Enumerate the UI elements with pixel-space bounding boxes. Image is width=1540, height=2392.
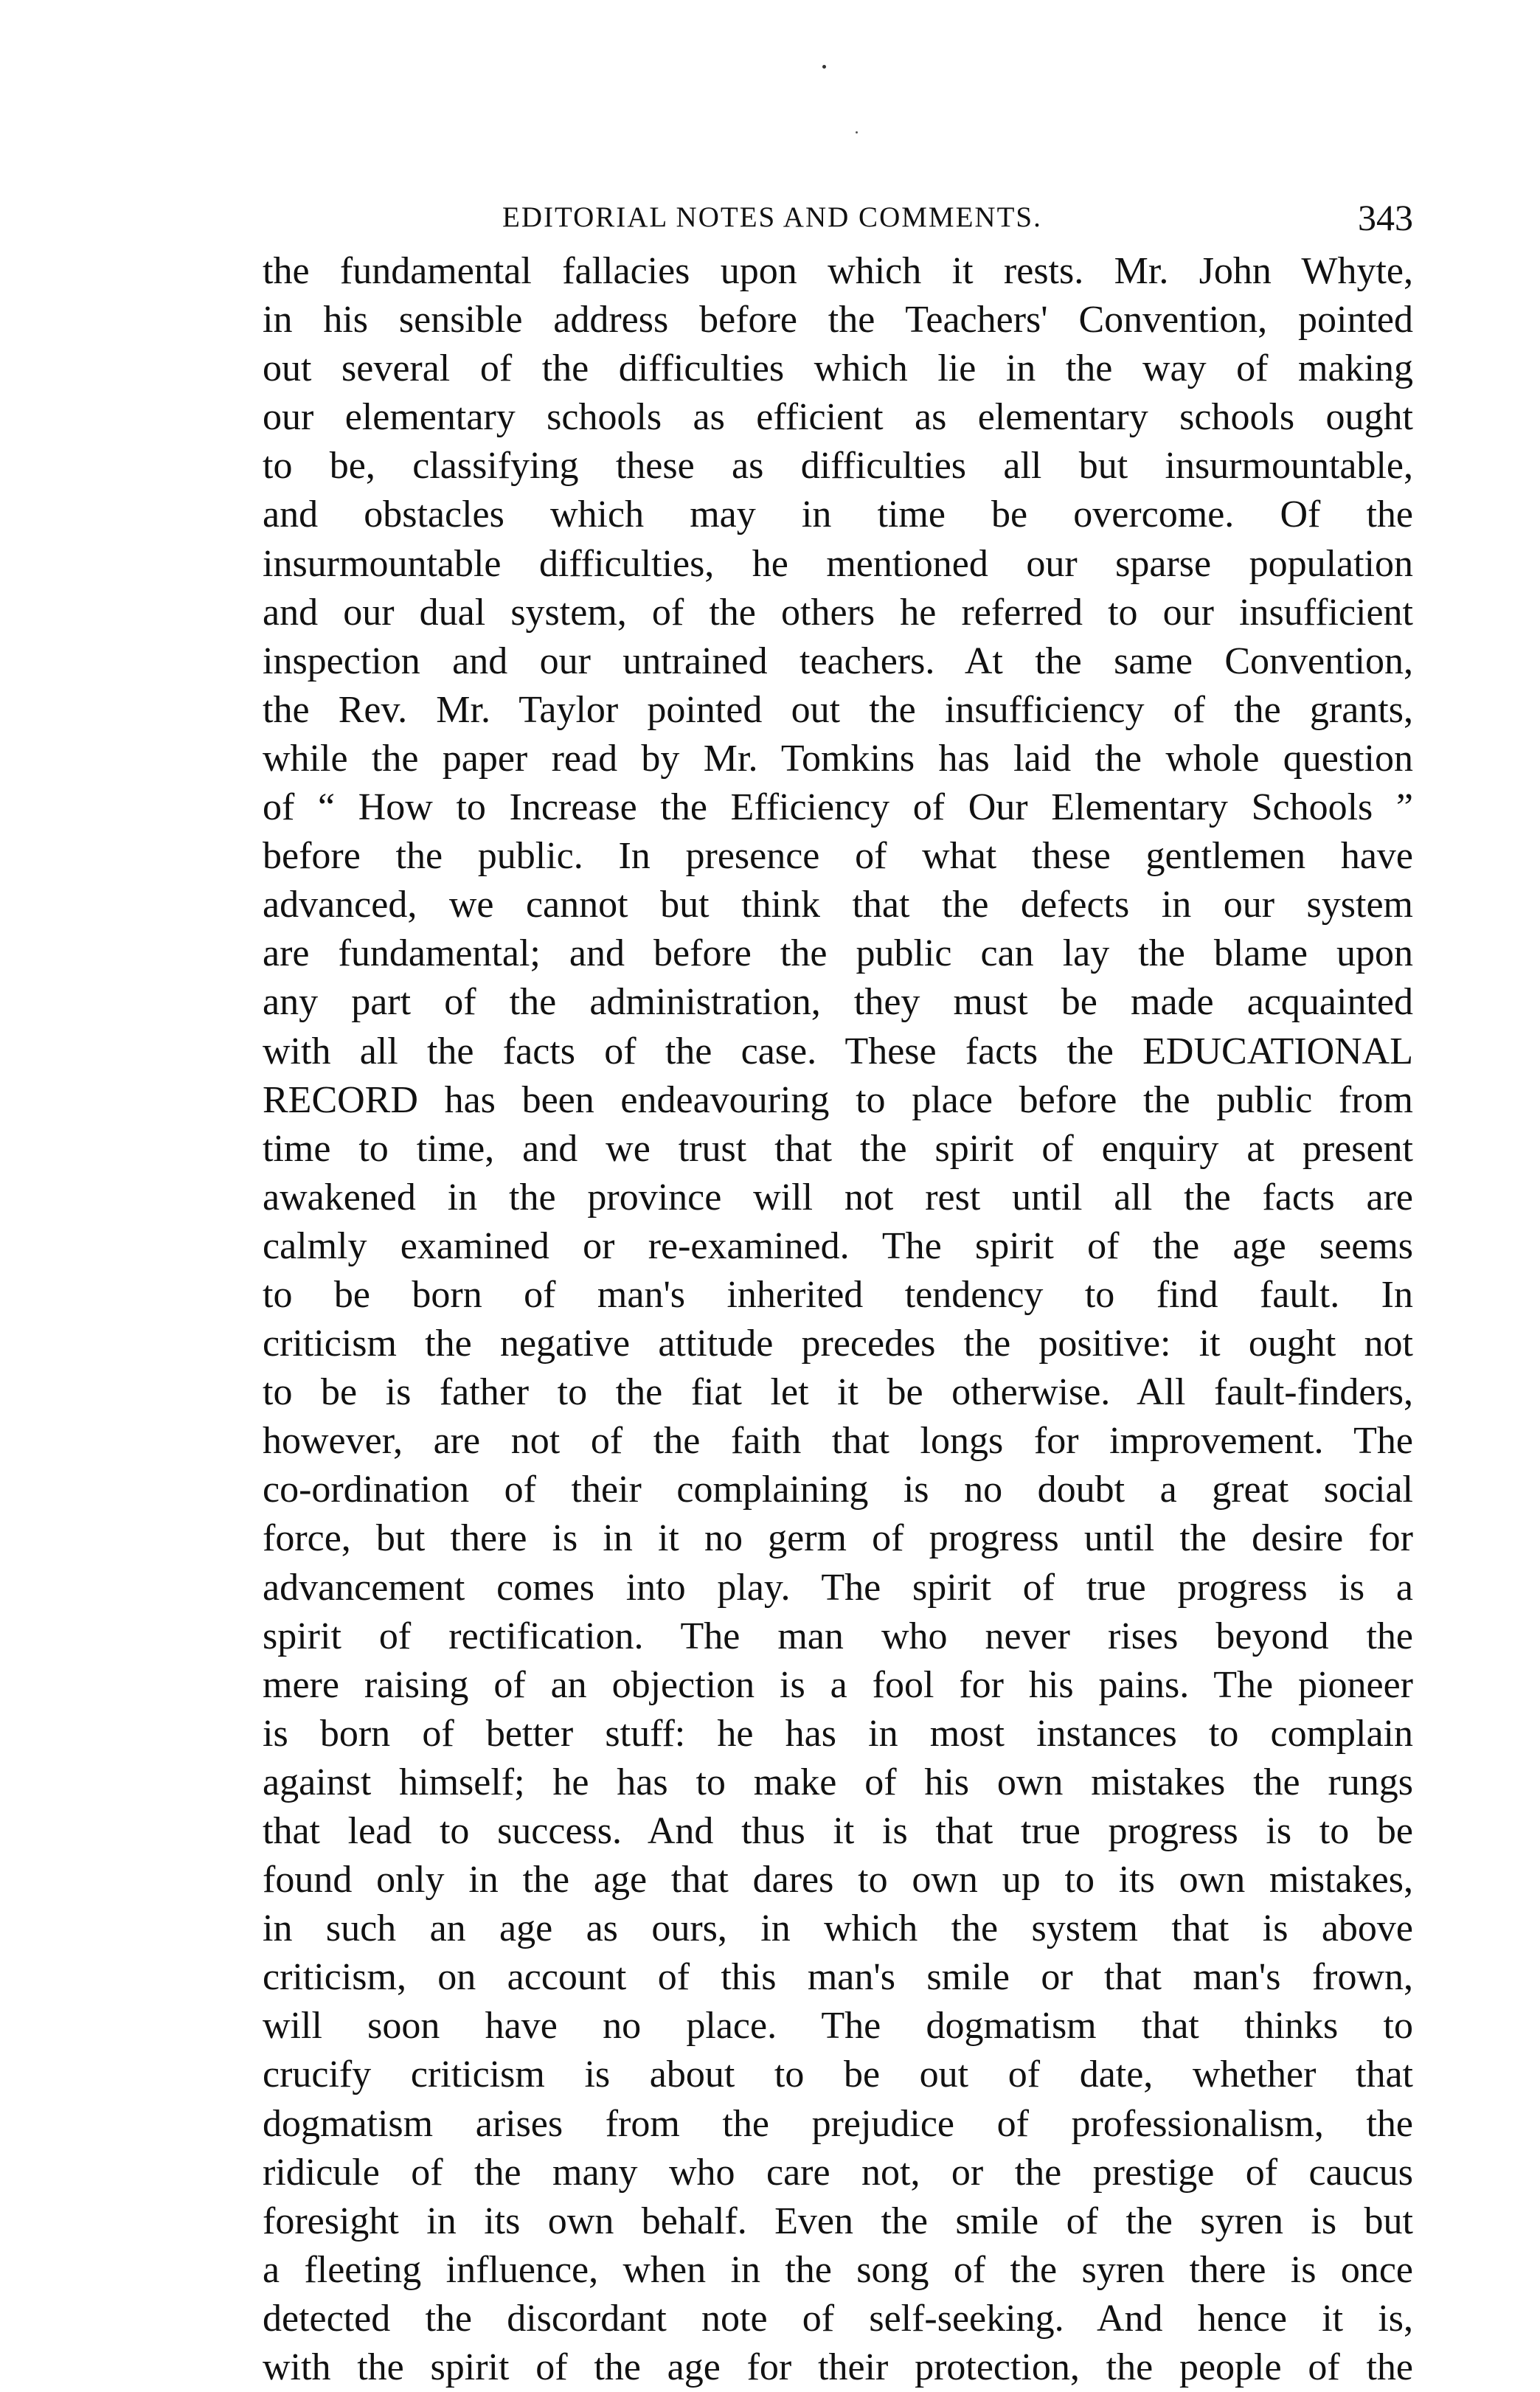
text-line: dogmatism arises from the prejudice of professionalism, the	[263, 2102, 1413, 2145]
text-line: against himself; he has to make of his own mistakes the rungs	[263, 1761, 1413, 1803]
text-line: and obstacles which may in time be overcome. Of the	[263, 493, 1413, 536]
text-line: time to time, and we trust that the spirit of enquiry at present	[263, 1127, 1413, 1170]
text-line: to be, classifying these as difficulties all but insurmountable,	[263, 445, 1413, 488]
text-line: the fundamental fallacies upon which it rests. Mr. John Whyte,	[263, 250, 1413, 292]
text-line: calmly examined or re-examined. The spirit of the age seems	[263, 1224, 1413, 1267]
ink-speck	[856, 131, 858, 134]
text-line: is born of better stuff: he has in most instances to complain	[263, 1712, 1413, 1755]
text-line: the Rev. Mr. Taylor pointed out the insufficiency of the grants,	[263, 688, 1413, 731]
text-line: crucify criticism is about to be out of date, whether that	[263, 2053, 1413, 2096]
text-line: co-ordination of their complaining is no doubt a great social	[263, 1469, 1413, 1511]
text-line: ridicule of the many who care not, or the prestige of caucus	[263, 2151, 1413, 2194]
text-line: insurmountable difficulties, he mentioned our sparse population	[263, 542, 1413, 585]
text-line: any part of the administration, they must be made acquainted	[263, 981, 1413, 1024]
text-line: criticism, on account of this man's smile or that man's frown,	[263, 1956, 1413, 1999]
text-line: advancement comes into play. The spirit of true progress is a	[263, 1566, 1413, 1609]
running-title: EDITORIAL NOTES AND COMMENTS.	[502, 201, 1042, 233]
text-line: and our dual system, of the others he referred to our insufficient	[263, 591, 1413, 634]
text-line: with the spirit of the age for their protection, the people of the	[263, 2346, 1413, 2389]
text-line: however, are not of the faith that longs for improvement. The	[263, 1420, 1413, 1463]
text-line: that lead to success. And thus it is that true progress is to be	[263, 1810, 1413, 1852]
text-line: are fundamental; and before the public can lay the blame upon	[263, 932, 1413, 975]
text-line: before the public. In presence of what these gentlemen have	[263, 835, 1413, 878]
text-line: while the paper read by Mr. Tomkins has laid the whole question	[263, 737, 1413, 780]
text-line: foresight in its own behalf. Even the smile of the syren is but	[263, 2199, 1413, 2242]
text-line: out several of the difficulties which lie in the way of making	[263, 347, 1413, 390]
text-line: RECORD has been endeavouring to place before the public from	[263, 1078, 1413, 1121]
text-line: to be is father to the fiat let it be otherwise. All fault-finders,	[263, 1371, 1413, 1414]
text-line: force, but there is in it no germ of progress until the desire for	[263, 1517, 1413, 1560]
text-line: found only in the age that dares to own up to its own mistakes,	[263, 1859, 1413, 1902]
running-head	[263, 193, 1413, 245]
ink-speck	[822, 65, 826, 69]
text-line: inspection and our untrained teachers. At the same Convention,	[263, 639, 1413, 682]
text-line: advanced, we cannot but think that the defects in our system	[263, 884, 1413, 926]
text-line: will soon have no place. The dogmatism that thinks to	[263, 2005, 1413, 2048]
text-line: detected the discordant note of self-seeking. And hence it is,	[263, 2297, 1413, 2340]
text-line: to be born of man's inherited tendency to find fault. In	[263, 1273, 1413, 1316]
text-line: of “ How to Increase the Efficiency of Our Elementary Schools ”	[263, 786, 1413, 829]
text-line: a fleeting influence, when in the song of the syren there is once	[263, 2248, 1413, 2291]
text-line: awakened in the province will not rest until all the facts are	[263, 1176, 1413, 1218]
text-line: spirit of rectification. The man who never rises beyond the	[263, 1615, 1413, 1657]
body-text	[263, 247, 1413, 2392]
page-number: 343	[1358, 197, 1413, 238]
text-line: our elementary schools as efficient as elementary schools ought	[263, 396, 1413, 439]
text-line: mere raising of an objection is a fool for his pains. The pioneer	[263, 1663, 1413, 1706]
text-line: in his sensible address before the Teachers' Convention, pointed	[263, 299, 1413, 342]
text-line: criticism the negative attitude precedes the positive: it ought not	[263, 1322, 1413, 1365]
text-line: with all the facts of the case. These facts the EDUCATIONAL	[263, 1030, 1413, 1072]
text-line: in such an age as ours, in which the system that is above	[263, 1907, 1413, 1950]
